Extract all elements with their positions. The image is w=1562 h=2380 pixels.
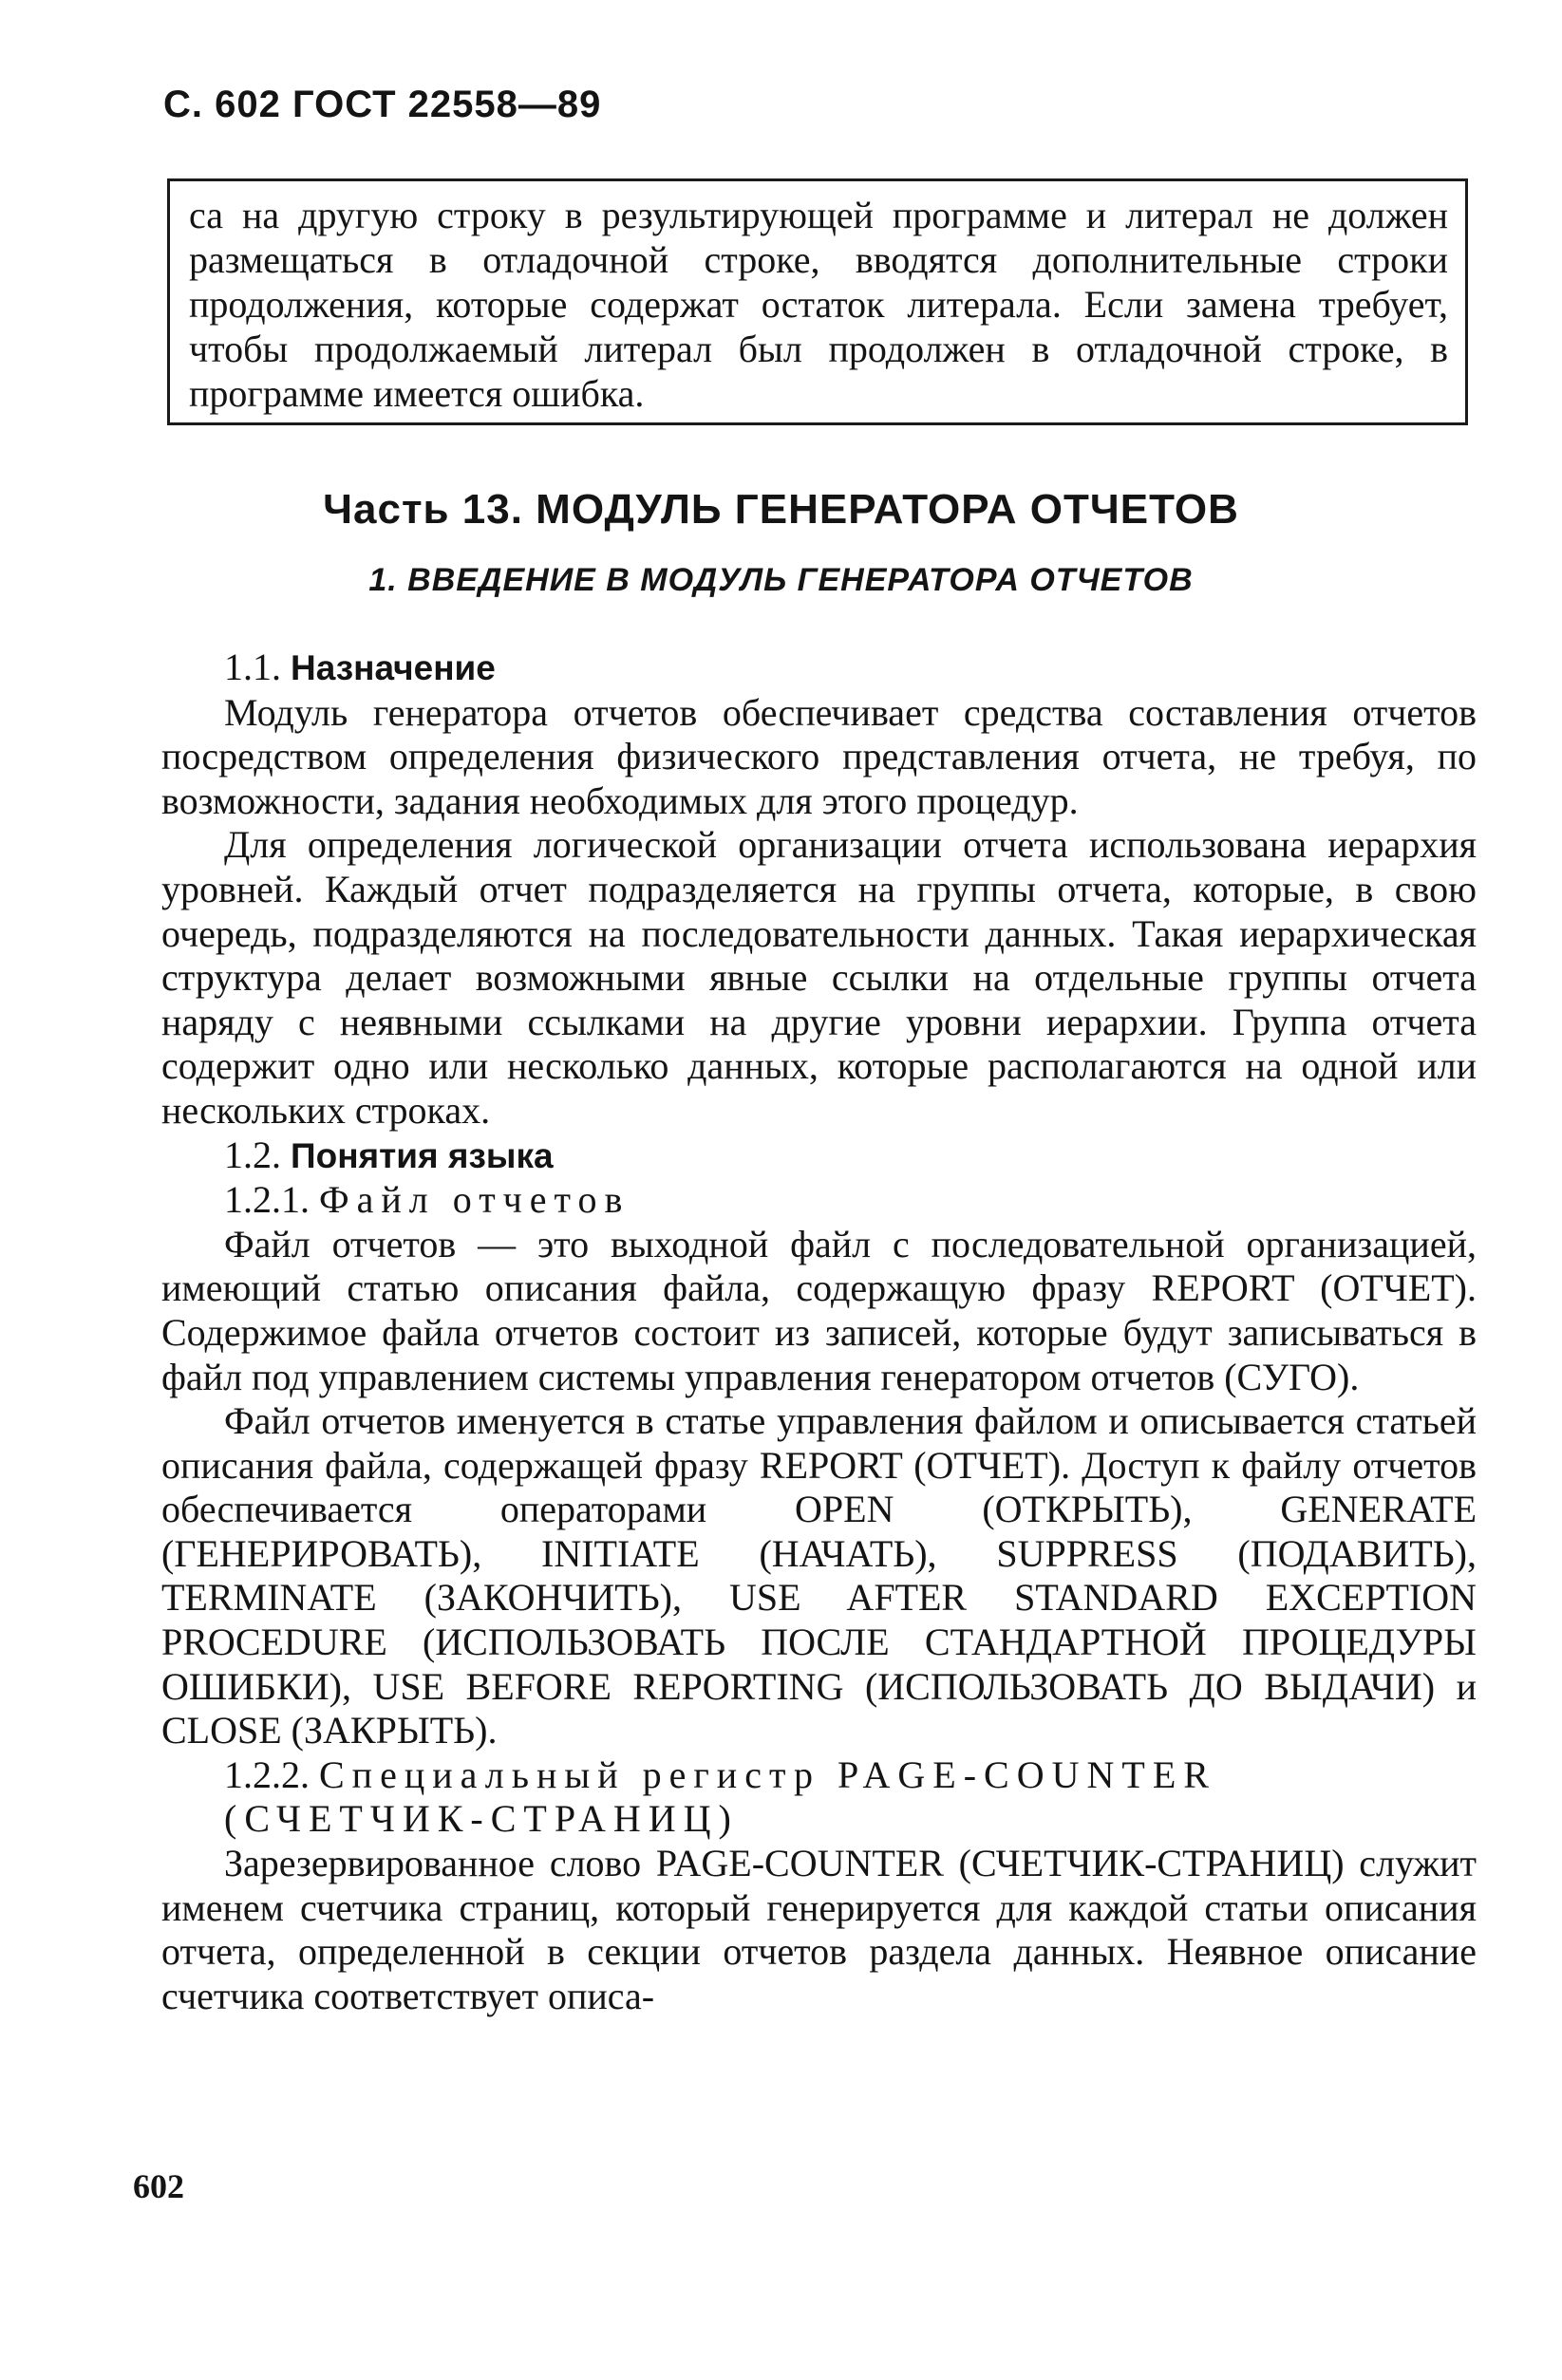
heading-1-2-number: 1.2. — [224, 1133, 281, 1176]
paragraph-hierarchy: Для определения логической организации отчета использована иерархия уровней. Каждый отчет подразделяется на группы отчета, которые, в свою очередь, подразделяются на последовательности данных. Такая иерархическая структура делает возможными явные ссылки на отдельные группы отчета наряду с неявными ссылками на другие уровни иерархии. Группа отчета содержит одно или несколько данных, которые располагаются на одной или нескольких строках. — [161, 823, 1477, 1132]
heading-1-2-2-title: Специальный регистр PAGE-COUNTER (СЧЕТЧИК-СТРАНИЦ) — [224, 1752, 1216, 1841]
heading-1-2-title: Понятия языка — [291, 1135, 554, 1175]
paragraph-report-file-access: Файл отчетов именуется в статье управления файлом и описывается статьей описания файла, содержащей фразу REPORT (ОТЧЕТ). Доступ к файлу отчетов обеспечивается операторами OPEN (ОТКРЫТЬ), GENERATE (ГЕНЕРИРОВАТЬ), INITIATE (НАЧАТЬ), SUPPRESS (ПОДАВИТЬ), TERMINATE (ЗАКОНЧИТЬ), USE AFTER STANDARD EXCEPTION PROCEDURE (ИСПОЛЬЗОВАТЬ ПОСЛЕ СТАНДАРТНОЙ ПРОЦЕДУРЫ ОШИБКИ), USE BEFORE REPORTING (ИСПОЛЬЗОВАТЬ ДО ВЫДАЧИ) и CLOSE (ЗАКРЫТЬ). — [161, 1399, 1477, 1752]
heading-1-1-title: Назначение — [291, 648, 496, 687]
heading-1-2-1 — [161, 1178, 1477, 1223]
paragraph-report-file: Файл отчетов — это выходной файл с последовательной организацией, имеющий статью описания файла, содержащую фразу REPORT (ОТЧЕТ). Содержимое файла отчетов состоит из записей, которые будут записываться в файл под управлением системы управления генератором отчетов (СУГО). — [161, 1222, 1477, 1398]
part-title: Часть 13. МОДУЛЬ ГЕНЕРАТОРА ОТЧЕТОВ — [323, 486, 1239, 533]
heading-1-2-1-title: Файл отчетов — [319, 1178, 630, 1222]
continuation-text: са на другую строку в результирующей программе и литерал не должен размещаться в отладочной строке, вводятся дополнительные строки продолжения, которые содержат остаток литерала. Если замена требует, чтобы продолжаемый литерал был продолжен в отладочной строке, в программе имеется ошибка. — [189, 194, 1448, 415]
heading-1-1-number: 1.1. — [224, 646, 281, 688]
paragraph-purpose: Модуль генератора отчетов обеспечивает средства составления отчетов посредством определения физического представления отчета, не требуя, по возможности, задания необходимых для этого процедур. — [161, 690, 1477, 822]
paragraph-page-counter: Зарезервированное слово PAGE-COUNTER (СЧЕТЧИК-СТРАНИЦ) служит именем счетчика страниц, который генерируется для каждой статьи описания отчета, определенной в секции отчетов раздела данных. Неявное описание счетчика соответствует описа- — [161, 1842, 1477, 2017]
section-title: 1. ВВЕДЕНИЕ В МОДУЛЬ ГЕНЕРАТОРА ОТЧЕТОВ — [368, 562, 1194, 598]
heading-1-2-2-number: 1.2.2. — [224, 1752, 310, 1796]
heading-1-2 — [161, 1134, 1477, 1179]
heading-1-2-1-number: 1.2.1. — [224, 1178, 310, 1222]
continuation-box — [167, 178, 1468, 425]
heading-1-1 — [161, 646, 1477, 691]
running-head: С. 602 ГОСТ 22558—89 — [163, 84, 602, 125]
body-text — [161, 646, 1477, 2018]
heading-1-2-2 — [161, 1753, 1477, 1842]
page-number: 602 — [133, 2167, 184, 2205]
